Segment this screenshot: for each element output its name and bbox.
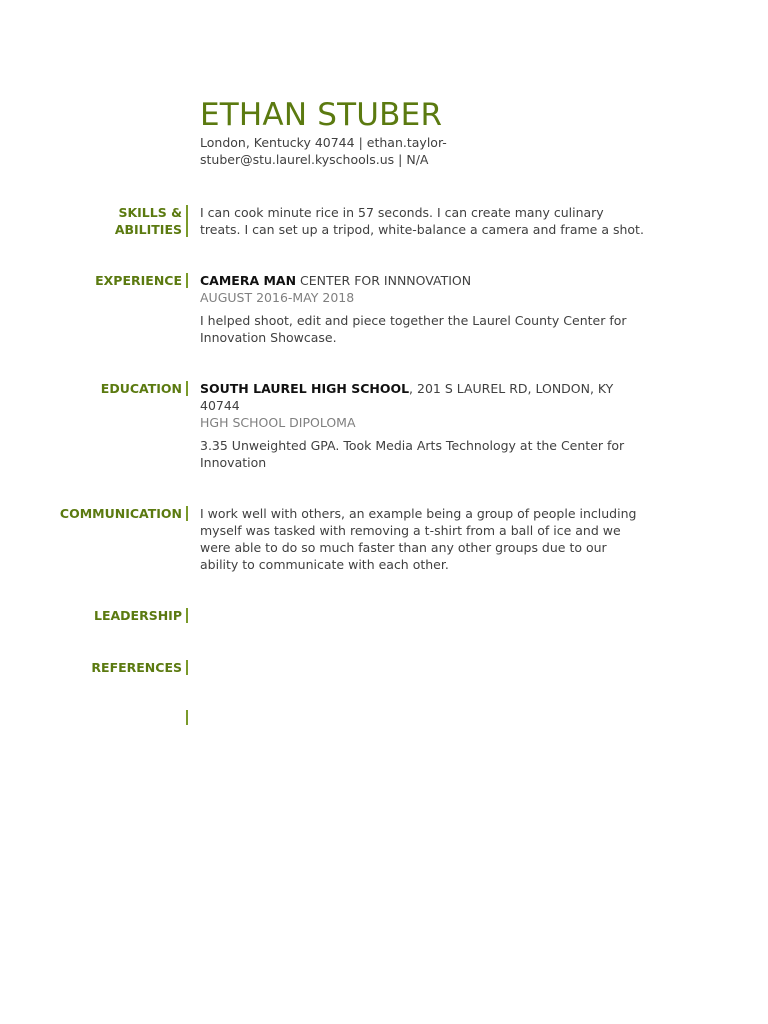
contact-separator: | <box>358 135 363 150</box>
section-label-experience: EXPERIENCE <box>95 273 182 288</box>
section-divider-bar <box>186 273 188 288</box>
job-company: CENTER FOR INNNOVATION <box>300 273 472 288</box>
section-label-leadership: LEADERSHIP <box>94 608 182 623</box>
section-content-skills: I can cook minute rice in 57 seconds. I can create many culinary treats. I can set up a tripod, white-balance a camera and frame a shot. <box>200 205 644 237</box>
school-name: SOUTH LAUREL HIGH SCHOOL <box>200 381 410 396</box>
section-content-communication: I work well with others, an example being a group of people including myself was tasked with removing a t-shirt from a ball of ice and we were able to do so much faster than any other groups due to our ability to communicate with each other. <box>200 506 637 572</box>
job-title: CAMERA MAN <box>200 273 297 288</box>
section-divider-bar <box>186 710 188 725</box>
job-heading <box>200 272 648 289</box>
section-label-communication: COMMUNICATION <box>59 506 182 521</box>
contact-info <box>200 134 650 168</box>
school-heading <box>200 380 648 414</box>
contact-address: London, Kentucky 40744 <box>200 135 355 150</box>
section-content-education <box>200 380 648 471</box>
section-label-references: REFERENCES <box>91 660 182 675</box>
section-label-education: EDUCATION <box>100 381 182 396</box>
contact-email: ethan.taylor-stuber@stu.laurel.kyschools.us <box>200 135 447 167</box>
section-label-line: SKILLS & <box>118 205 182 220</box>
section-divider-bar <box>186 660 188 675</box>
section-divider-bar <box>186 506 188 521</box>
section-label-line: ABILITIES <box>114 222 182 237</box>
contact-separator: | <box>398 152 403 167</box>
job-description: I helped shoot, edit and piece together the Laurel County Center for Innovation Showcase. <box>200 313 627 345</box>
section-label-skills <box>40 204 182 238</box>
section-content-experience <box>200 272 648 346</box>
candidate-name: ETHAN STUBER <box>200 97 443 133</box>
contact-phone: N/A <box>406 152 429 167</box>
degree: HGH SCHOOL DIPOLOMA <box>200 415 356 430</box>
section-divider-bar <box>186 608 188 623</box>
school-address: , 201 S LAUREL RD, LONDON, KY 40744 <box>200 381 614 413</box>
section-divider-bar <box>186 381 188 396</box>
job-dates: AUGUST 2016-MAY 2018 <box>200 290 355 305</box>
education-description: 3.35 Unweighted GPA. Took Media Arts Technology at the Center for Innovation <box>200 438 625 470</box>
section-divider-bar <box>186 205 188 237</box>
resume-header <box>200 98 650 168</box>
